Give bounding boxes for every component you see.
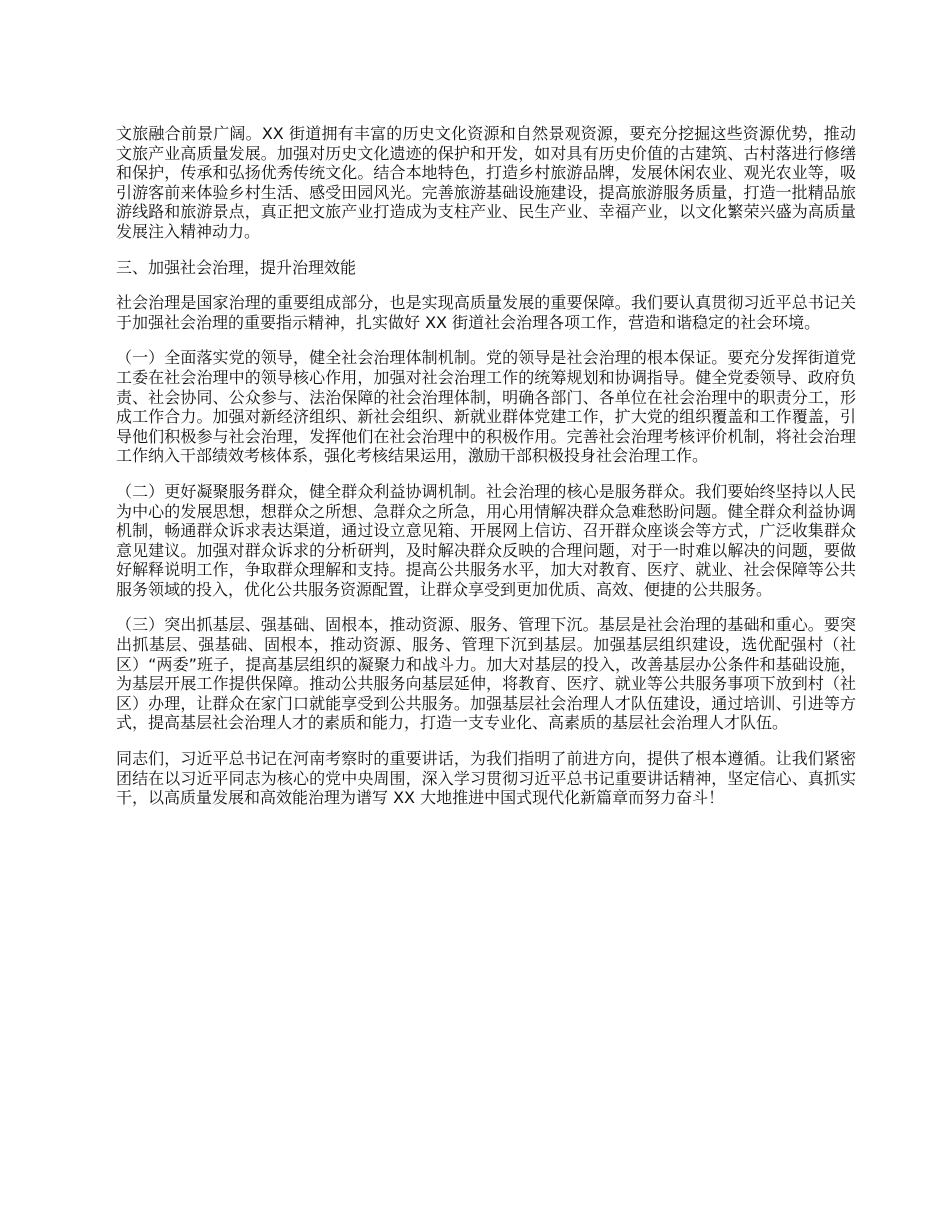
section-heading-social-governance: 三、加强社会治理，提升治理效能 [116,257,357,277]
paragraph-grassroots: （三）突出抓基层、强基础、固根本，推动资源、服务、管理下沉。基层是社会治理的基础和重心。要突出抓基层、强基础、固根本，推动资源、服务、管理下沉到基层。加强基层组织建设，选优配强村（社区）“两委”班子，提高基层组织的凝聚力和战斗力。加大对基层的投入，改善基层办公条件和基础设施，为基层开展工作提供保障。推动公共服务向基层延伸，将教育、医疗、就业等公共服务事项下放到村（社区）办理，让群众在家门口就能享受到公共服务。加强基层社会治理人才队伍建设，通过培训、引进等方式，提高基层社会治理人才的素质和能力，打造一支专业化、高素质的基层社会治理人才队伍。 [116,615,856,733]
paragraph-party-leadership: （一）全面落实党的领导，健全社会治理体制机制。党的领导是社会治理的根本保证。要充分发挥街道党工委在社会治理中的领导核心作用，加强对社会治理工作的统筹规划和协调指导。健全党委领导、政府负责、社会协同、公众参与、法治保障的社会治理体制，明确各部门、各单位在社会治理中的职责分工，形成工作合力。加强对新经济组织、新社会组织、新就业群体党建工作，扩大党的组织覆盖和工作覆盖，引导他们积极参与社会治理，发挥他们在社会治理中的积极作用。完善社会治理考核评价机制，将社会治理工作纳入干部绩效考核体系，强化考核结果运用，激励干部积极投身社会治理工作。 [116,348,856,466]
paragraph-closing: 同志们，习近平总书记在河南考察时的重要讲话，为我们指明了前进方向，提供了根本遵循。让我们紧密团结在以习近平同志为核心的党中央周围，深入学习贯彻习近平总书记重要讲话精神，坚定信心、真抓实干，以高质量发展和高效能治理为谱写 XX 大地推进中国式现代化新篇章而努力奋斗！ [116,749,856,808]
paragraph-serve-masses: （二）更好凝聚服务群众，健全群众利益协调机制。社会治理的核心是服务群众。我们要始终坚持以人民为中心的发展思想，想群众之所想、急群众之所急，用心用情解决群众急难愁盼问题。健全群众利益协调机制，畅通群众诉求表达渠道，通过设立意见箱、开展网上信访、召开群众座谈会等方式，广泛收集群众意见建议。加强对群众诉求的分析研判，及时解决群众反映的合理问题，对于一时难以解决的问题，要做好解释说明工作，争取群众理解和支持。提高公共服务水平，加大对教育、医疗、就业、社会保障等公共服务领域的投入，优化公共服务资源配置，让群众享受到更加优质、高效、便捷的公共服务。 [116,481,856,599]
document-page [116,124,856,824]
paragraph-culture-tourism: 文旅融合前景广阔。XX 街道拥有丰富的历史文化资源和自然景观资源，要充分挖掘这些资源优势，推动文旅产业高质量发展。加强对历史文化遗迹的保护和开发，如对具有历史价值的古建筑、古村落进行修缮和保护，传承和弘扬优秀传统文化。结合本地特色，打造乡村旅游品牌，发展休闲农业、观光农业等，吸引游客前来体验乡村生活、感受田园风光。完善旅游基础设施建设，提高旅游服务质量，打造一批精品旅游线路和旅游景点，真正把文旅产业打造成为支柱产业、民生产业、幸福产业，以文化繁荣兴盛为高质量发展注入精神动力。 [116,124,856,241]
paragraph-governance-intro: 社会治理是国家治理的重要组成部分，也是实现高质量发展的重要保障。我们要认真贯彻习近平总书记关于加强社会治理的重要指示精神，扎实做好 XX 街道社会治理各项工作，营造和谐稳定的社会环境。 [116,293,856,332]
